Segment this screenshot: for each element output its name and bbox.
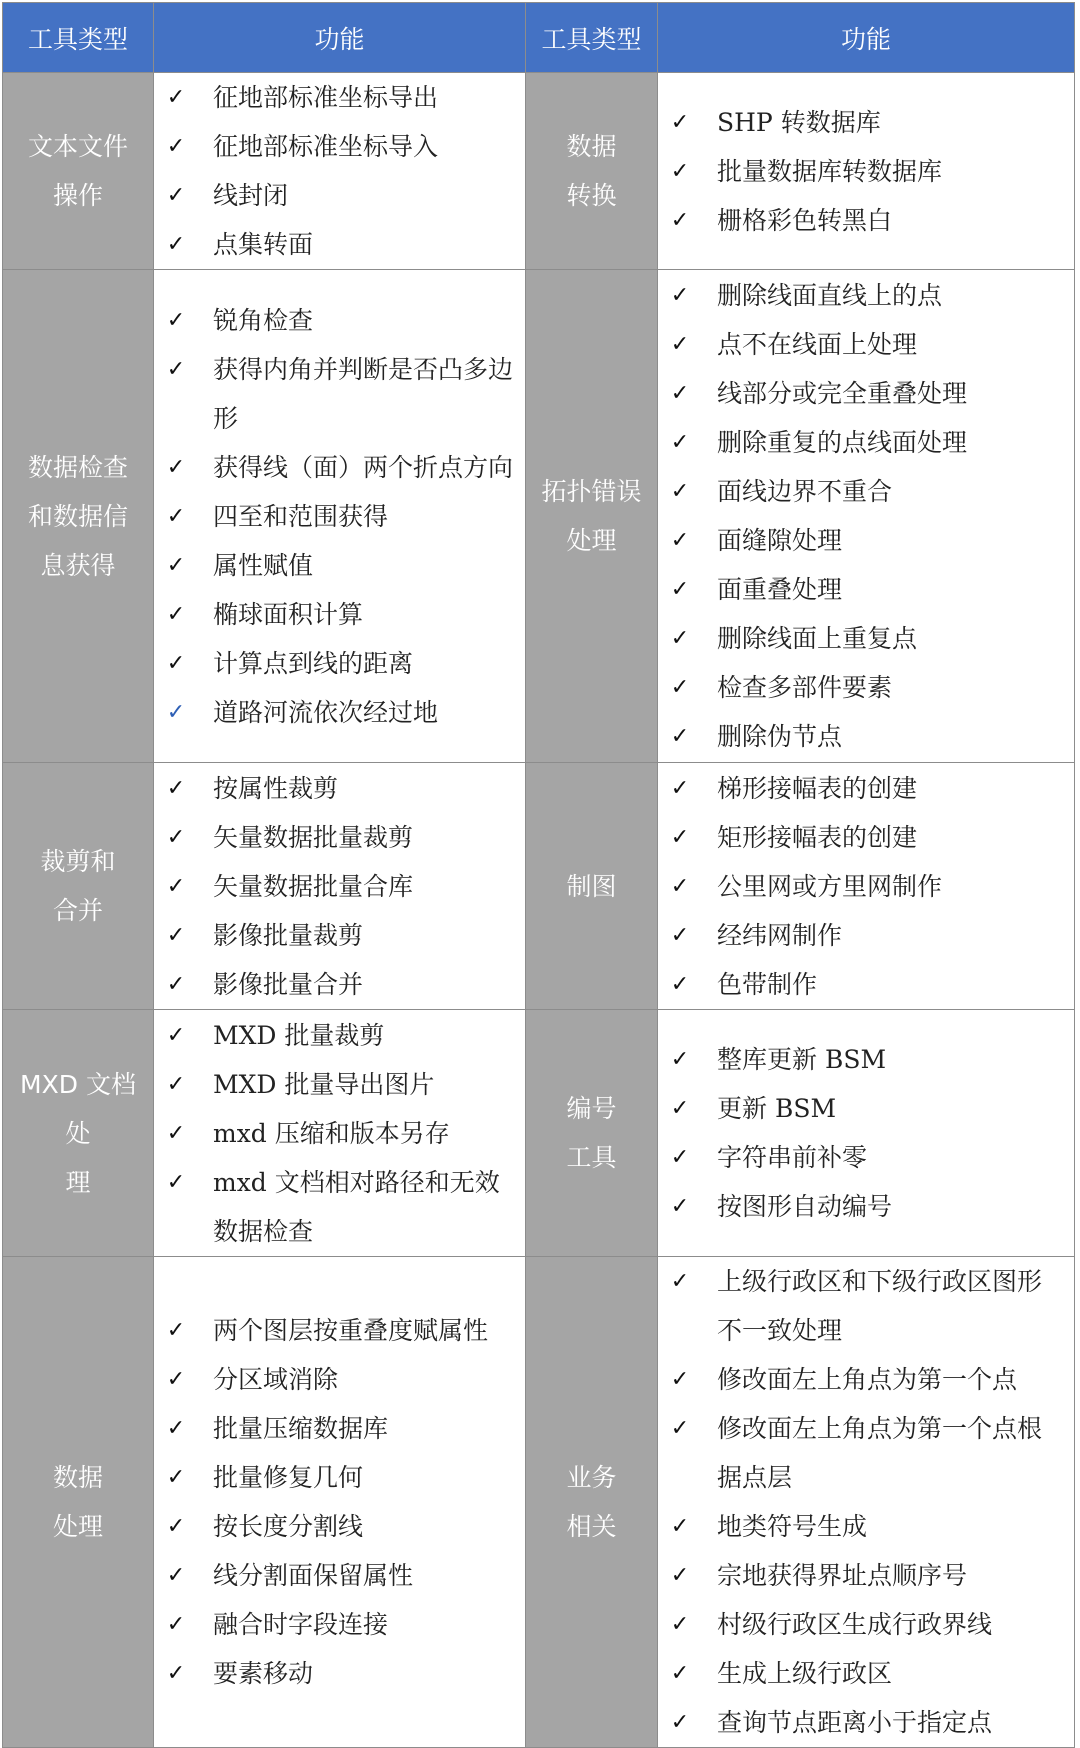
check-mark-icon: ✓ [166,1416,186,1441]
list-item [154,911,525,960]
function-label: mxd 文档相对路径和无效数据检查 [213,1167,500,1246]
function-label: 获得内角并判断是否凸多边形 [213,354,514,433]
check-mark-icon: ✓ [166,356,186,382]
function-label: 字符串前补零 [717,1143,868,1172]
function-label: 四至和范围获得 [213,501,389,531]
list-item [658,960,1074,1009]
check-mark-icon: ✓ [670,283,690,308]
list-item [658,1257,1074,1355]
list-item [154,1551,525,1600]
function-label: 公里网或方里网制作 [717,871,943,901]
list-item [658,1649,1074,1698]
function-label: 整库更新 BSM [717,1045,887,1074]
tool-type-cell [526,1010,658,1257]
function-label: 更新 BSM [717,1094,837,1123]
list-item [154,443,525,492]
header-function-1: 功能 [154,3,526,73]
check-mark-icon: ✓ [670,626,690,651]
list-item [658,1355,1074,1404]
function-label: 批量压缩数据库 [213,1414,389,1443]
list-item [154,1060,525,1109]
check-mark-icon: ✓ [670,332,690,357]
header-function-2: 功能 [658,3,1075,73]
list-item [658,369,1074,418]
tool-type-cell [526,1257,658,1748]
tool-type-line: MXD 文档处 [20,1069,136,1148]
list-item [658,147,1074,196]
table-row [3,763,1075,1010]
list-item [154,1355,525,1404]
list-item [658,98,1074,147]
check-mark-icon: ✓ [166,1367,186,1392]
table-row [3,1257,1075,1748]
check-mark-icon: ✓ [670,1612,690,1637]
function-label: SHP 转数据库 [717,107,881,137]
tool-type-line: 理 [65,1167,91,1197]
list-item [154,1158,525,1256]
tool-type-line: 操作 [52,181,103,210]
list-item [154,1453,525,1502]
function-label: 修改面左上角点为第一个点根据点层 [717,1414,1043,1492]
list-item [658,271,1074,320]
check-mark-icon: ✓ [166,601,186,627]
tool-type-line: 文本文件 [27,132,128,161]
list-item [658,764,1074,813]
function-list-cell [154,270,526,763]
list-item [658,1133,1074,1182]
function-label: 面缝隙处理 [717,526,843,555]
function-label: mxd 压缩和版本另存 [213,1118,450,1148]
function-label: 经纬网制作 [717,920,843,950]
function-list-cell [658,270,1075,763]
function-list-cell [658,73,1075,270]
function-label: 上级行政区和下级行政区图形不一致处理 [717,1267,1043,1345]
check-mark-icon: ✓ [670,207,690,233]
list-item [154,1649,525,1698]
list-item [658,516,1074,565]
list-item [658,614,1074,663]
header-tool-type-1: 工具类型 [3,3,154,73]
check-mark-icon: ✓ [166,307,186,333]
function-label: 椭球面积计算 [213,599,364,629]
table-row [3,1010,1075,1257]
list-item [154,122,525,171]
tool-table-container [2,2,1074,1740]
list-item [658,813,1074,862]
check-mark-icon: ✓ [166,1612,186,1637]
list-item [154,73,525,122]
list-item [658,1698,1074,1747]
check-mark-icon: ✓ [166,1022,186,1048]
tool-type-line: 制图 [566,871,617,901]
check-mark-icon: ✓ [670,1145,690,1170]
check-mark-icon: ✓ [166,873,186,899]
function-label: 检查多部件要素 [717,673,893,702]
tool-type-line: 转换 [566,181,617,210]
list-item [154,813,525,862]
header-tool-type-2: 工具类型 [526,3,658,73]
check-mark-icon: ✓ [670,109,690,135]
tool-type-line: 数据 [566,132,617,161]
check-mark-icon: ✓ [166,183,186,208]
list-item [658,320,1074,369]
check-mark-icon: ✓ [670,873,690,899]
function-label: 获得线（面）两个折点方向 [213,452,514,482]
function-label: 属性赋值 [213,550,314,580]
list-item [154,1011,525,1060]
list-item [658,1182,1074,1231]
list-item [154,1109,525,1158]
tool-type-line: 相关 [566,1512,617,1541]
check-mark-icon: ✓ [166,1514,186,1539]
list-item [658,1551,1074,1600]
table-row [3,73,1075,270]
function-label: 影像批量合并 [213,969,364,999]
tool-type-line: 处理 [52,1512,103,1541]
function-list-cell [154,763,526,1010]
function-label: 面重叠处理 [717,575,843,604]
function-label: 批量数据库转数据库 [717,156,943,186]
function-label: 按属性裁剪 [213,773,339,803]
check-mark-icon: ✓ [670,1563,690,1588]
check-mark-icon: ✓ [670,675,690,700]
check-mark-icon: ✓ [670,922,690,948]
function-label: 色带制作 [717,969,818,999]
check-mark-icon: ✓ [166,1071,186,1097]
function-label: 矢量数据批量裁剪 [213,822,414,852]
list-item [154,492,525,541]
function-list-cell [154,73,526,270]
function-label: 两个图层按重叠度赋属性 [213,1316,489,1345]
check-mark-icon: ✓ [670,1661,690,1686]
list-item [154,639,525,688]
check-mark-icon: ✓ [166,1318,186,1343]
list-item [658,862,1074,911]
check-mark-icon: ✓ [670,158,690,184]
check-mark-icon: ✓ [166,824,186,850]
function-label: 锐角检查 [213,305,314,335]
tool-type-line: 编号 [566,1094,617,1123]
function-label: 删除线面上重复点 [717,624,918,653]
check-mark-icon: ✓ [166,650,186,676]
check-mark-icon: ✓ [166,503,186,529]
check-mark-icon: ✓ [670,824,690,850]
list-item [154,171,525,220]
function-list-cell [658,1010,1075,1257]
function-label: 融合时字段连接 [213,1610,389,1639]
function-label: MXD 批量裁剪 [213,1020,385,1050]
function-list-cell [154,1257,526,1748]
list-item [658,418,1074,467]
check-mark-icon: ✓ [670,775,690,801]
check-mark-icon: ✓ [670,479,690,504]
function-label: 宗地获得界址点顺序号 [717,1561,968,1590]
function-label: 点不在线面上处理 [717,330,918,359]
function-label: 按图形自动编号 [717,1192,893,1221]
tool-type-cell [3,270,154,763]
function-label: 计算点到线的距离 [213,648,414,678]
function-label: 修改面左上角点为第一个点 [717,1365,1018,1394]
list-item [154,296,525,345]
function-list-cell [154,1010,526,1257]
check-mark-icon: ✓ [670,971,690,997]
function-label: 栅格彩色转黑白 [717,205,893,235]
check-mark-icon: ✓ [670,1194,690,1219]
list-item [154,220,525,269]
function-label: 生成上级行政区 [717,1659,893,1688]
list-item [658,1404,1074,1502]
check-mark-icon: ✓ [166,699,186,725]
tool-type-line: 拓扑错误 [541,477,642,506]
check-mark-icon: ✓ [670,1710,690,1735]
tool-type-line: 息获得 [40,550,116,580]
check-mark-icon: ✓ [166,1169,186,1195]
function-label: 地类符号生成 [717,1512,868,1541]
function-label: 线分割面保留属性 [213,1561,414,1590]
function-label: 要素移动 [213,1659,314,1688]
check-mark-icon: ✓ [670,1416,690,1441]
function-label: 面线边界不重合 [717,477,893,506]
tool-function-table [2,2,1075,1748]
list-item [658,1035,1074,1084]
list-item [658,1502,1074,1551]
check-mark-icon: ✓ [670,430,690,455]
check-mark-icon: ✓ [166,454,186,480]
list-item [154,1404,525,1453]
check-mark-icon: ✓ [166,1465,186,1490]
list-item [658,911,1074,960]
function-list-cell [658,763,1075,1010]
function-label: 梯形接幅表的创建 [717,773,918,803]
check-mark-icon: ✓ [670,1367,690,1392]
function-label: 删除重复的点线面处理 [717,428,968,457]
function-label: 矩形接幅表的创建 [717,822,918,852]
list-item [154,764,525,813]
check-mark-icon: ✓ [166,971,186,997]
list-item [154,1502,525,1551]
function-label: 批量修复几何 [213,1463,364,1492]
list-item [658,1084,1074,1133]
check-mark-icon: ✓ [166,552,186,578]
list-item [658,467,1074,516]
function-label: 矢量数据批量合库 [213,871,414,901]
tool-type-cell [526,270,658,763]
function-label: 线封闭 [213,181,289,210]
check-mark-icon: ✓ [166,232,186,257]
tool-type-cell [3,763,154,1010]
tool-type-line: 合并 [52,896,103,925]
check-mark-icon: ✓ [670,1269,690,1294]
list-item [658,1600,1074,1649]
table-header-row [3,3,1075,73]
tool-type-cell [526,763,658,1010]
tool-type-cell [3,1010,154,1257]
list-item [154,1600,525,1649]
function-label: 删除线面直线上的点 [717,281,943,310]
function-list-cell [658,1257,1075,1748]
check-mark-icon: ✓ [166,775,186,801]
tool-type-line: 数据 [52,1463,103,1492]
function-label: 道路河流依次经过地 [213,697,439,727]
list-item [154,688,525,737]
function-label: 查询节点距离小于指定点 [717,1708,993,1737]
tool-type-line: 处理 [566,526,617,555]
check-mark-icon: ✓ [166,922,186,948]
function-label: 线部分或完全重叠处理 [717,379,968,408]
list-item [154,862,525,911]
check-mark-icon: ✓ [670,528,690,553]
check-mark-icon: ✓ [670,1096,690,1121]
function-label: 征地部标准坐标导入 [213,132,439,161]
function-label: 按长度分割线 [213,1512,364,1541]
check-mark-icon: ✓ [166,1661,186,1686]
function-label: 点集转面 [213,230,314,259]
check-mark-icon: ✓ [670,1514,690,1539]
list-item [658,565,1074,614]
function-label: 村级行政区生成行政界线 [717,1610,993,1639]
check-mark-icon: ✓ [670,577,690,602]
tool-type-line: 数据检查 [27,452,128,482]
check-mark-icon: ✓ [166,1120,186,1146]
tool-type-line: 裁剪和 [40,847,116,876]
list-item [154,345,525,443]
check-mark-icon: ✓ [670,381,690,406]
list-item [154,1306,525,1355]
function-label: 删除伪节点 [717,722,843,751]
tool-type-line: 和数据信 [27,501,128,531]
tool-type-cell [3,73,154,270]
check-mark-icon: ✓ [166,134,186,159]
tool-type-line: 业务 [566,1463,617,1492]
list-item [658,196,1074,245]
list-item [154,590,525,639]
check-mark-icon: ✓ [166,85,186,110]
check-mark-icon: ✓ [166,1563,186,1588]
list-item [658,712,1074,761]
function-label: 征地部标准坐标导出 [213,83,439,112]
check-mark-icon: ✓ [670,1047,690,1072]
function-label: 影像批量裁剪 [213,920,364,950]
tool-type-line: 工具 [566,1143,617,1172]
check-mark-icon: ✓ [670,724,690,749]
tool-type-cell [526,73,658,270]
function-label: 分区域消除 [213,1365,339,1394]
tool-type-cell [3,1257,154,1748]
function-label: MXD 批量导出图片 [213,1069,435,1099]
list-item [658,663,1074,712]
list-item [154,541,525,590]
list-item [154,960,525,1009]
table-row [3,270,1075,763]
